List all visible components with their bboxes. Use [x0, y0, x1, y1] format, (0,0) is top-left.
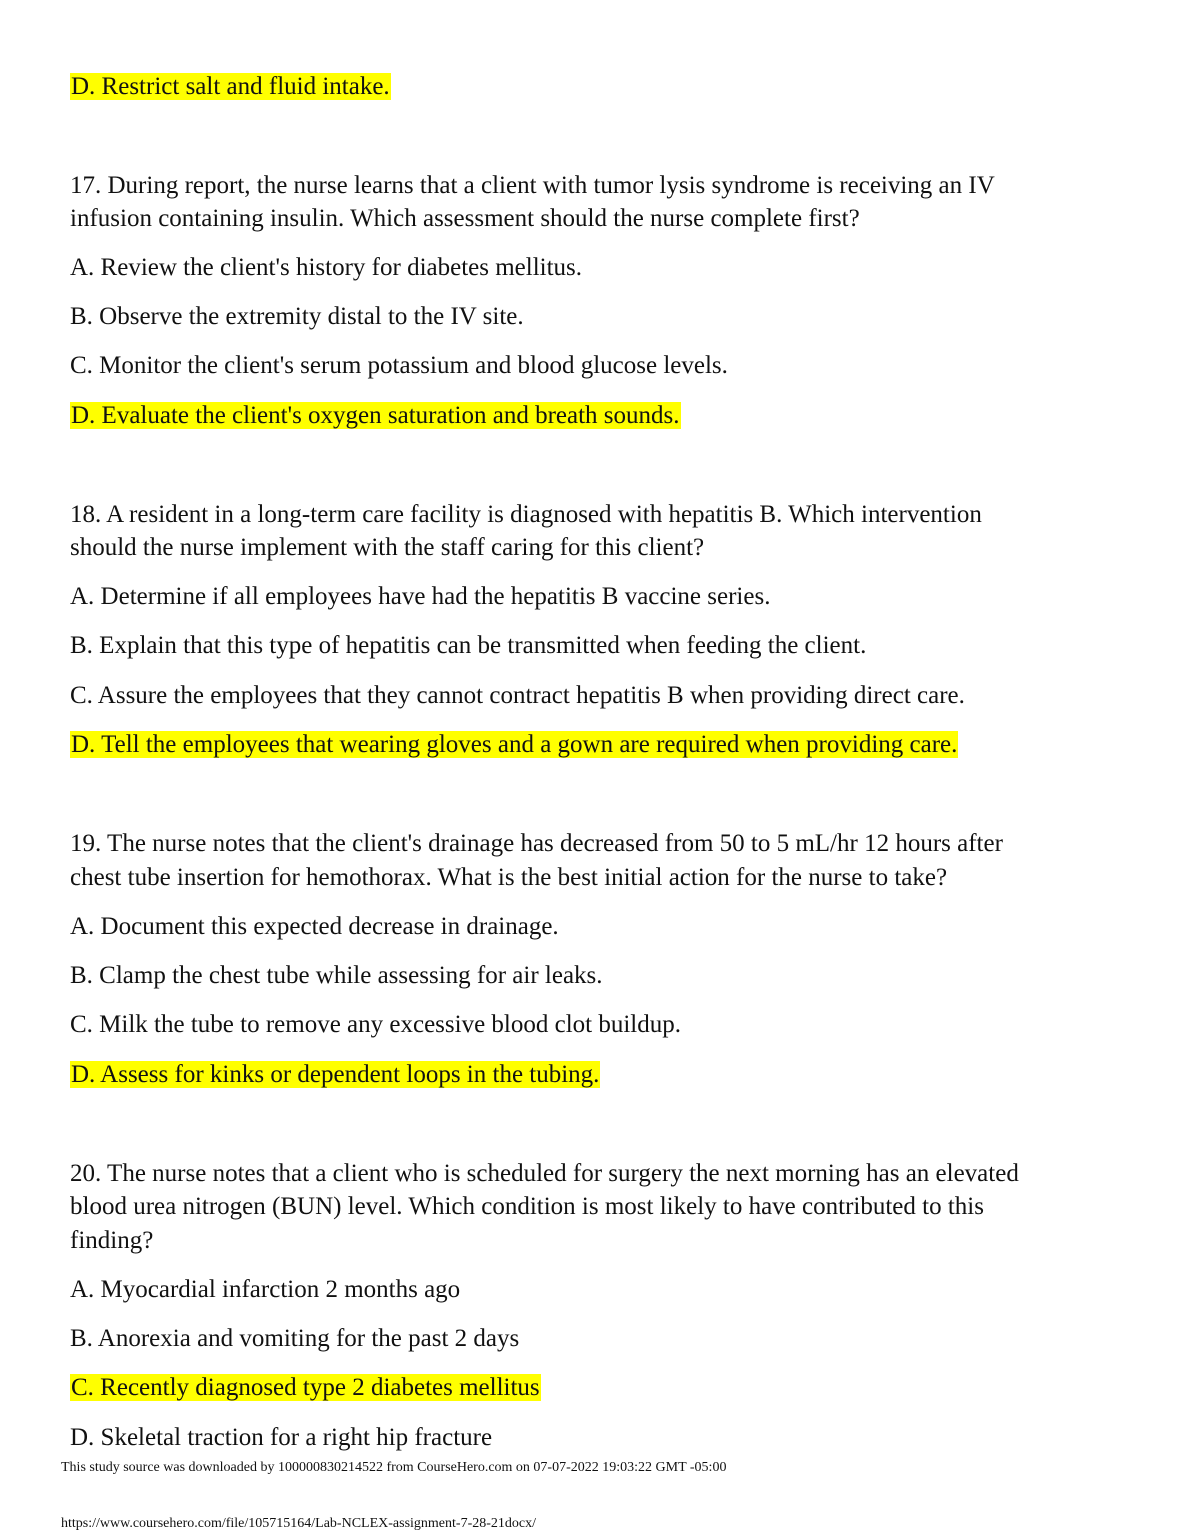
- answer-highlight: D. Evaluate the client's oxygen saturation and breath sounds.: [71, 402, 680, 429]
- q17-option-a: A. Review the client's history for diabetes mellitus.: [70, 254, 583, 281]
- q19-option-b: B. Clamp the chest tube while assessing for air leaks.: [70, 962, 603, 989]
- answer-highlight: C. Recently diagnosed type 2 diabetes mellitus: [71, 1374, 540, 1401]
- q17-option-c: C. Monitor the client's serum potassium and blood glucose levels.: [70, 352, 728, 379]
- q18-option-a: A. Determine if all employees have had the hepatitis B vaccine series.: [70, 583, 771, 610]
- download-source-note: This study source was downloaded by 100000830214522 from CourseHero.com on 07-07-2022 19:03:22 GMT -05:00: [61, 1460, 727, 1475]
- q17-stem-line-1: 17. During report, the nurse learns that a client with tumor lysis syndrome is receiving an IV: [70, 172, 995, 199]
- q18-option-c: C. Assure the employees that they cannot contract hepatitis B when providing direct care.: [70, 682, 965, 709]
- source-url[interactable]: https://www.coursehero.com/file/105715164/Lab-NCLEX-assignment-7-28-21docx/: [61, 1516, 536, 1531]
- q18-stem-line-1: 18. A resident in a long-term care facility is diagnosed with hepatitis B. Which intervention: [70, 501, 982, 528]
- q17-option-d: [70, 399, 681, 433]
- q19-option-d: [70, 1058, 600, 1092]
- q20-stem-line-1: 20. The nurse notes that a client who is scheduled for surgery the next morning has an elevated: [70, 1160, 1019, 1187]
- q17-stem-line-2: infusion containing insulin. Which assessment should the nurse complete first?: [70, 205, 860, 232]
- q19-stem-line-2: chest tube insertion for hemothorax. What is the best initial action for the nurse to take?: [70, 864, 948, 891]
- q20-stem-line-3: finding?: [70, 1227, 154, 1254]
- q19-option-c: C. Milk the tube to remove any excessive blood clot buildup.: [70, 1011, 681, 1038]
- q18-option-b: B. Explain that this type of hepatitis can be transmitted when feeding the client.: [70, 632, 867, 659]
- q20-stem-line-2: blood urea nitrogen (BUN) level. Which condition is most likely to have contributed to this: [70, 1193, 984, 1220]
- q18-stem-line-2: should the nurse implement with the staff caring for this client?: [70, 534, 705, 561]
- q20-option-c: [70, 1371, 541, 1405]
- answer-highlight: D. Assess for kinks or dependent loops in the tubing.: [71, 1061, 600, 1088]
- q20-option-a: A. Myocardial infarction 2 months ago: [70, 1276, 461, 1303]
- answer-highlight: D. Restrict salt and fluid intake.: [71, 73, 390, 100]
- q20-option-b: B. Anorexia and vomiting for the past 2 days: [70, 1325, 520, 1352]
- q19-option-a: A. Document this expected decrease in drainage.: [70, 913, 559, 940]
- q19-stem-line-1: 19. The nurse notes that the client's drainage has decreased from 50 to 5 mL/hr 12 hours after: [70, 830, 1003, 857]
- answer-highlight: D. Tell the employees that wearing gloves and a gown are required when providing care.: [71, 731, 958, 758]
- q20-option-d: D. Skeletal traction for a right hip fracture: [70, 1424, 493, 1451]
- q16-option-d: [70, 70, 391, 104]
- q17-option-b: B. Observe the extremity distal to the IV site.: [70, 303, 524, 330]
- q18-option-d: [70, 728, 958, 762]
